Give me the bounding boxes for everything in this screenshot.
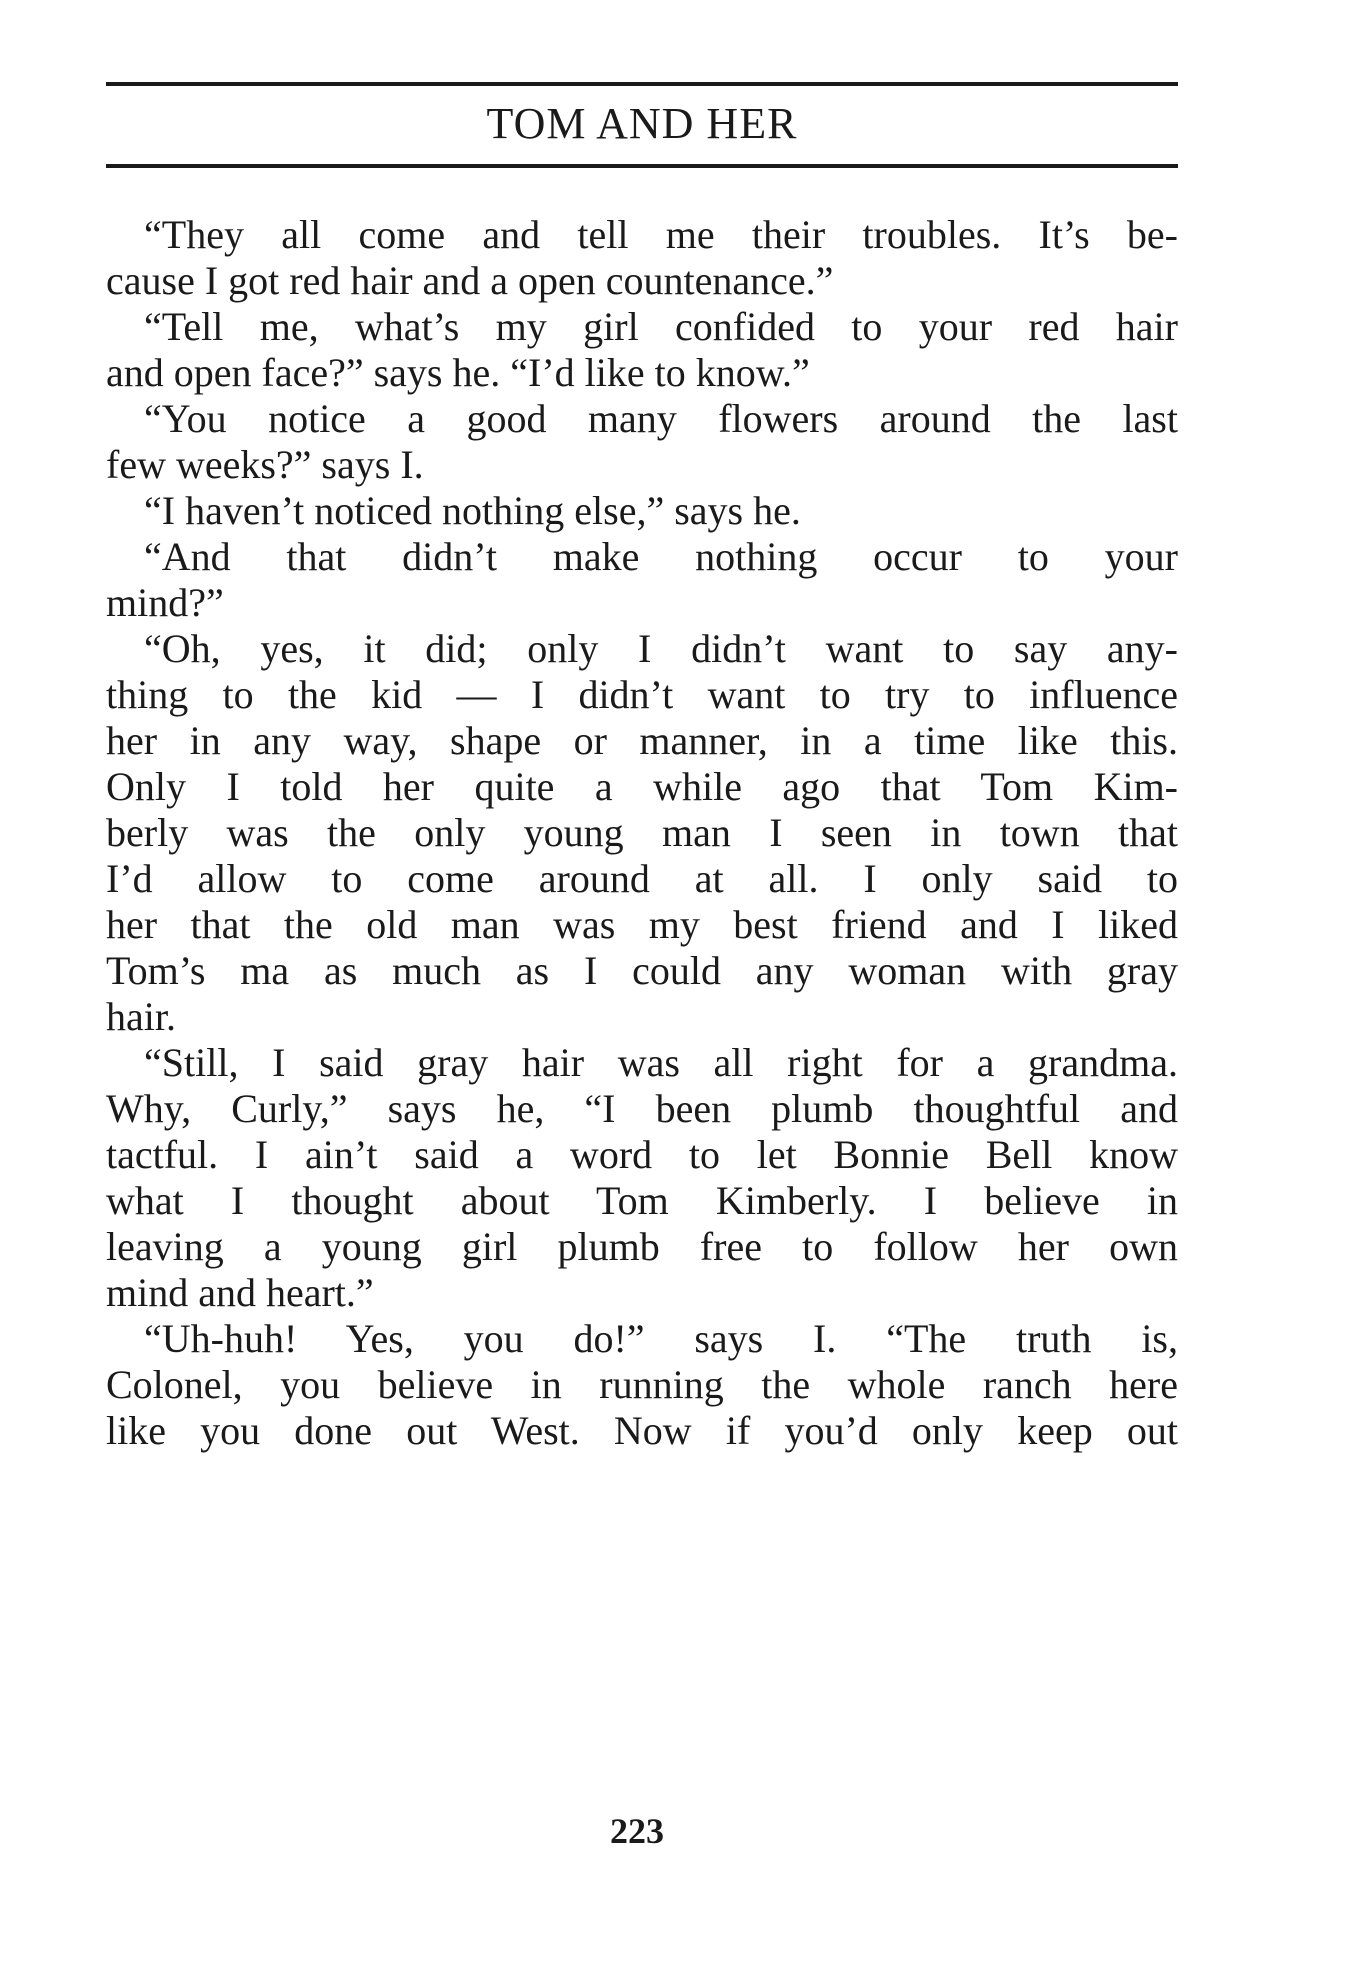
text-line: cause I got red hair and a open countenance.” [106,258,834,303]
text-line: her that the old man was my best friend and I liked [106,902,1178,947]
header-top-rule [106,82,1178,86]
text-line: Colonel, you believe in running the whole ranch here [106,1362,1178,1407]
text-line: hair. [106,994,176,1039]
text-line: I’d allow to come around at all. I only said to [106,856,1178,901]
text-line: “Still, I said gray hair was all right for a grandma. [144,1040,1178,1085]
text-line: and open face?” says he. “I’d like to know.” [106,350,810,395]
text-line: her in any way, shape or manner, in a time like this. [106,718,1178,763]
running-head: TOM AND HER [486,99,798,148]
text-line: thing to the kid — I didn’t want to try to influence [106,672,1178,717]
text-line: leaving a young girl plumb free to follow her own [106,1224,1178,1269]
text-line: tactful. I ain’t said a word to let Bonnie Bell know [106,1132,1178,1177]
page-number: 223 [610,1811,664,1851]
text-line: “And that didn’t make nothing occur to your [144,534,1178,579]
text-line: “Oh, yes, it did; only I didn’t want to say any- [144,626,1178,671]
text-line: “Uh-huh! Yes, you do!” says I. “The truth is, [144,1316,1178,1361]
text-line: Only I told her quite a while ago that Tom Kim- [106,764,1178,809]
text-line: Why, Curly,” says he, “I been plumb thoughtful and [106,1086,1178,1131]
text-line: few weeks?” says I. [106,442,424,487]
text-line: berly was the only young man I seen in town that [106,810,1178,855]
text-line: “They all come and tell me their troubles. It’s be- [144,212,1178,257]
text-line: “You notice a good many flowers around the last [144,396,1178,441]
text-line: what I thought about Tom Kimberly. I believe in [106,1178,1178,1223]
header-bottom-rule [106,164,1178,168]
text-line: mind and heart.” [106,1270,374,1315]
text-line: “I haven’t noticed nothing else,” says he. [144,488,801,533]
text-line: “Tell me, what’s my girl confided to your red hair [144,304,1178,349]
text-line: like you done out West. Now if you’d only keep out [106,1408,1178,1453]
text-line: Tom’s ma as much as I could any woman with gray [106,948,1178,993]
text-line: mind?” [106,580,224,625]
